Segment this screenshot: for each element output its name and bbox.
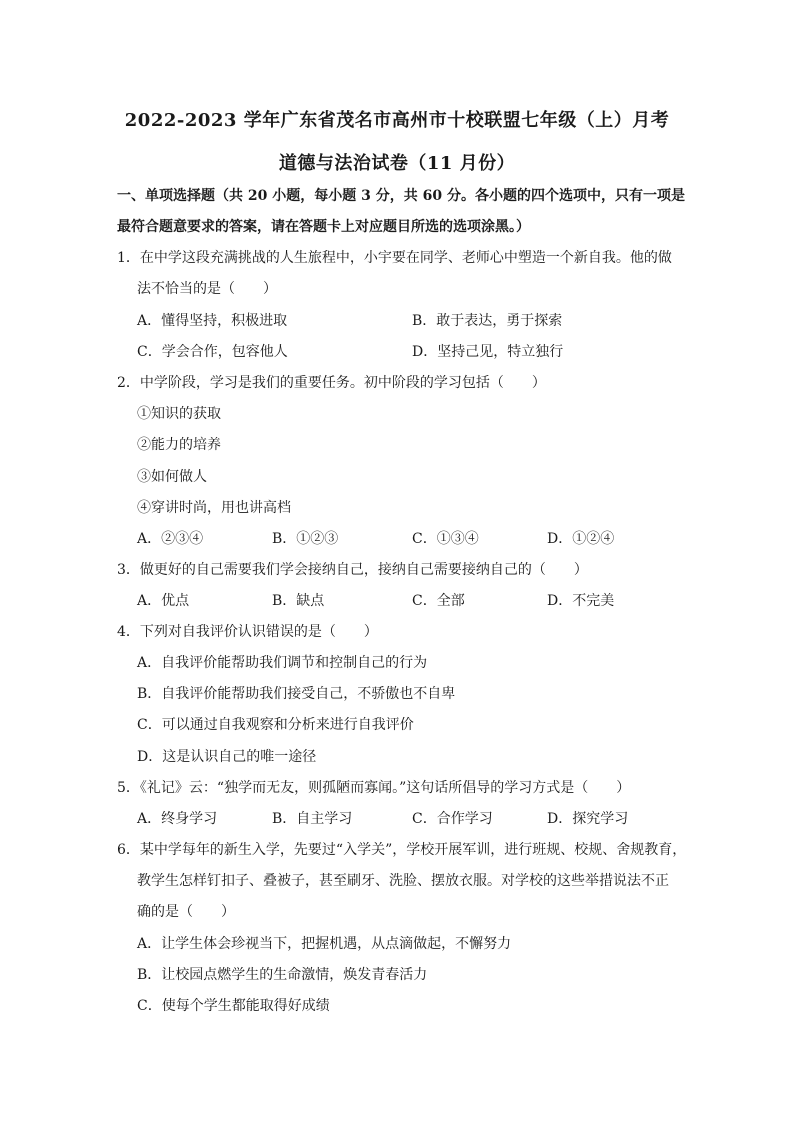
q2-option-d: D．①②④ [547, 531, 615, 547]
q2-option-b: B．①②③ [272, 531, 339, 547]
q6-option-c: C．使每个学生都能取得好成绩 [137, 998, 330, 1014]
q1-stem-line-2: 法不恰当的是（ ） [137, 281, 277, 297]
q4-option-c: C．可以通过自我观察和分析来进行自我评价 [137, 717, 414, 733]
q6-stem-line-2: 教学生怎样钉扣子、叠被子，甚至刷牙、洗脸、摆放衣服。对学校的这些举措说法不正 [137, 873, 669, 889]
q4-option-a: A．自我评价能帮助我们调节和控制自己的行为 [137, 655, 428, 671]
q2-option-a: A．②③④ [137, 531, 204, 547]
q6-stem-line-1: 6．某中学每年的新生入学，先要过“入学关”，学校开展军训，进行班规、校规、舍规教育， [117, 842, 687, 858]
q1-option-c: C．学会合作，包容他人 [137, 344, 288, 360]
q1-option-b: B．敢于表达，勇于探索 [412, 313, 563, 329]
q2-item-4: ④穿讲时尚，用也讲高档 [137, 500, 291, 516]
q6-stem-line-3: 确的是（ ） [137, 904, 235, 920]
q6-option-b: B．让校园点燃学生的生命激情，焕发青春活力 [137, 967, 428, 983]
q4-option-d: D．这是认识自己的唯一途径 [137, 749, 317, 765]
q1-option-a: A．懂得坚持，积极进取 [137, 313, 288, 329]
q5-option-c: C．合作学习 [412, 811, 493, 827]
q2-stem-line-1: 2．中学阶段，学习是我们的重要任务。初中阶段的学习包括（ ） [117, 375, 546, 391]
q5-option-d: D．探究学习 [547, 811, 629, 827]
q2-item-2: ②能力的培养 [137, 437, 221, 453]
q3-option-a: A．优点 [137, 593, 190, 609]
q1-stem-line-1: 1．在中学这段充满挑战的人生旅程中，小宇要在同学、老师心中塑造一个新自我。他的做 [117, 250, 672, 266]
q2-item-1: ①知识的获取 [137, 406, 221, 422]
exam-title-line-2: 道德与法治试卷（11 月份） [278, 153, 516, 174]
q1-option-d: D．坚持己见，特立独行 [412, 344, 564, 360]
q3-option-b: B．缺点 [272, 593, 325, 609]
q4-option-b: B．自我评价能帮助我们接受自己，不骄傲也不自卑 [137, 686, 456, 702]
q4-stem-line-1: 4．下列对自我评价认识错误的是（ ） [117, 624, 378, 640]
q3-stem-line-1: 3．做更好的自己需要我们学会接纳自己，接纳自己需要接纳自己的（ ） [117, 562, 588, 578]
q2-item-3: ③如何做人 [137, 469, 207, 485]
exam-title-line-1: 2022-2023 学年广东省茂名市高州市十校联盟七年级（上）月考 [124, 110, 670, 131]
q5-option-a: A．终身学习 [137, 811, 218, 827]
q5-stem-line-1: 5．《礼记》云：“独学而无友，则孤陋而寡闻。”这句话所倡导的学习方式是（ ） [117, 780, 631, 796]
section-heading: 一、单项选择题（共 20 小题，每小题 3 分，共 60 分。各小题的四个选项中，只有一项是最符合题意要求的答案，请在答题卡上对应题目所选的选项涂黑。） [117, 188, 685, 235]
q5-option-b: B．自主学习 [272, 811, 353, 827]
q3-option-c: C．全部 [412, 593, 465, 609]
q2-option-c: C．①③④ [412, 531, 479, 547]
q6-option-a: A．让学生体会珍视当下，把握机遇，从点滴做起，不懈努力 [137, 936, 512, 952]
q3-option-d: D．不完美 [547, 593, 615, 609]
